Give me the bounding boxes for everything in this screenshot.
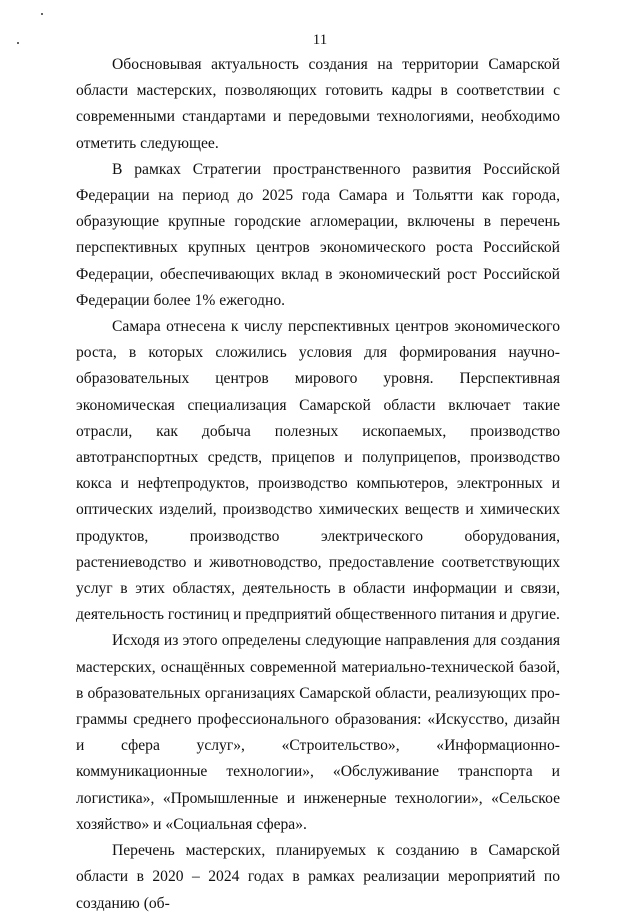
paragraph-3: Самара отнесена к числу перспективных центров экономического роста, в которых сложились условия для формирования научно-образовательных центров мирового уровня. Перспективная экономическая специализация Самарской области включает такие отрасли, как добыча полезных ископаемых, производство автотранспортных средств, прицепов и полуприцепов, производство кокса и нефтепродуктов, производство компьютеров, электронных и оптических изделий, производство химических веществ и химических продуктов, производство электрического оборудования, растениеводство и животноводство, предоставление соответствующих услуг в этих областях, деятельность в области информации и связи, деятельность гостиниц и предприятий общественного питания и другие. [76, 318, 560, 624]
paragraph-2: В рамках Стратегии пространственного развития Российской Федерации на период до 2025 года Самара и Тольятти как города, образующие крупные городские агломерации, включены в перечень перспективных крупных центров экономического роста Российской Федерации, обеспечивающих вклад в экономический рост Российской Федерации более 1% ежегодно. [76, 160, 560, 309]
page-number: 11 [312, 32, 328, 48]
body-text [76, 52, 560, 917]
paragraph-5: Перечень мастерских, планируемых к созданию в Самарской области в 2020 – 2024 годах в рамках реализации мероприятий по созданию (об- [76, 842, 560, 912]
paragraph-1: Обосновывая актуальность создания на территории Самарской области мастерских, позволяющих готовить кадры в соответствии с современными стандартами и передовыми технологиями, необходимо отметить следующее. [76, 56, 560, 152]
paragraph-4: Исходя из этого определены следующие направления для создания мастерских, оснащённых современной материально-технической базой, в образовательных организациях Самарской области, реализующих программы среднего профессионального образования: «Искусство, дизайн и сфера услуг», «Строительство», «Информационно-коммуникационные технологии», «Обслуживание транспорта и логистика», «Промышленные и инженерные технологии», «Сельское хозяйство» и «Социальная сфера». [76, 632, 560, 833]
scan-speck [41, 13, 43, 15]
